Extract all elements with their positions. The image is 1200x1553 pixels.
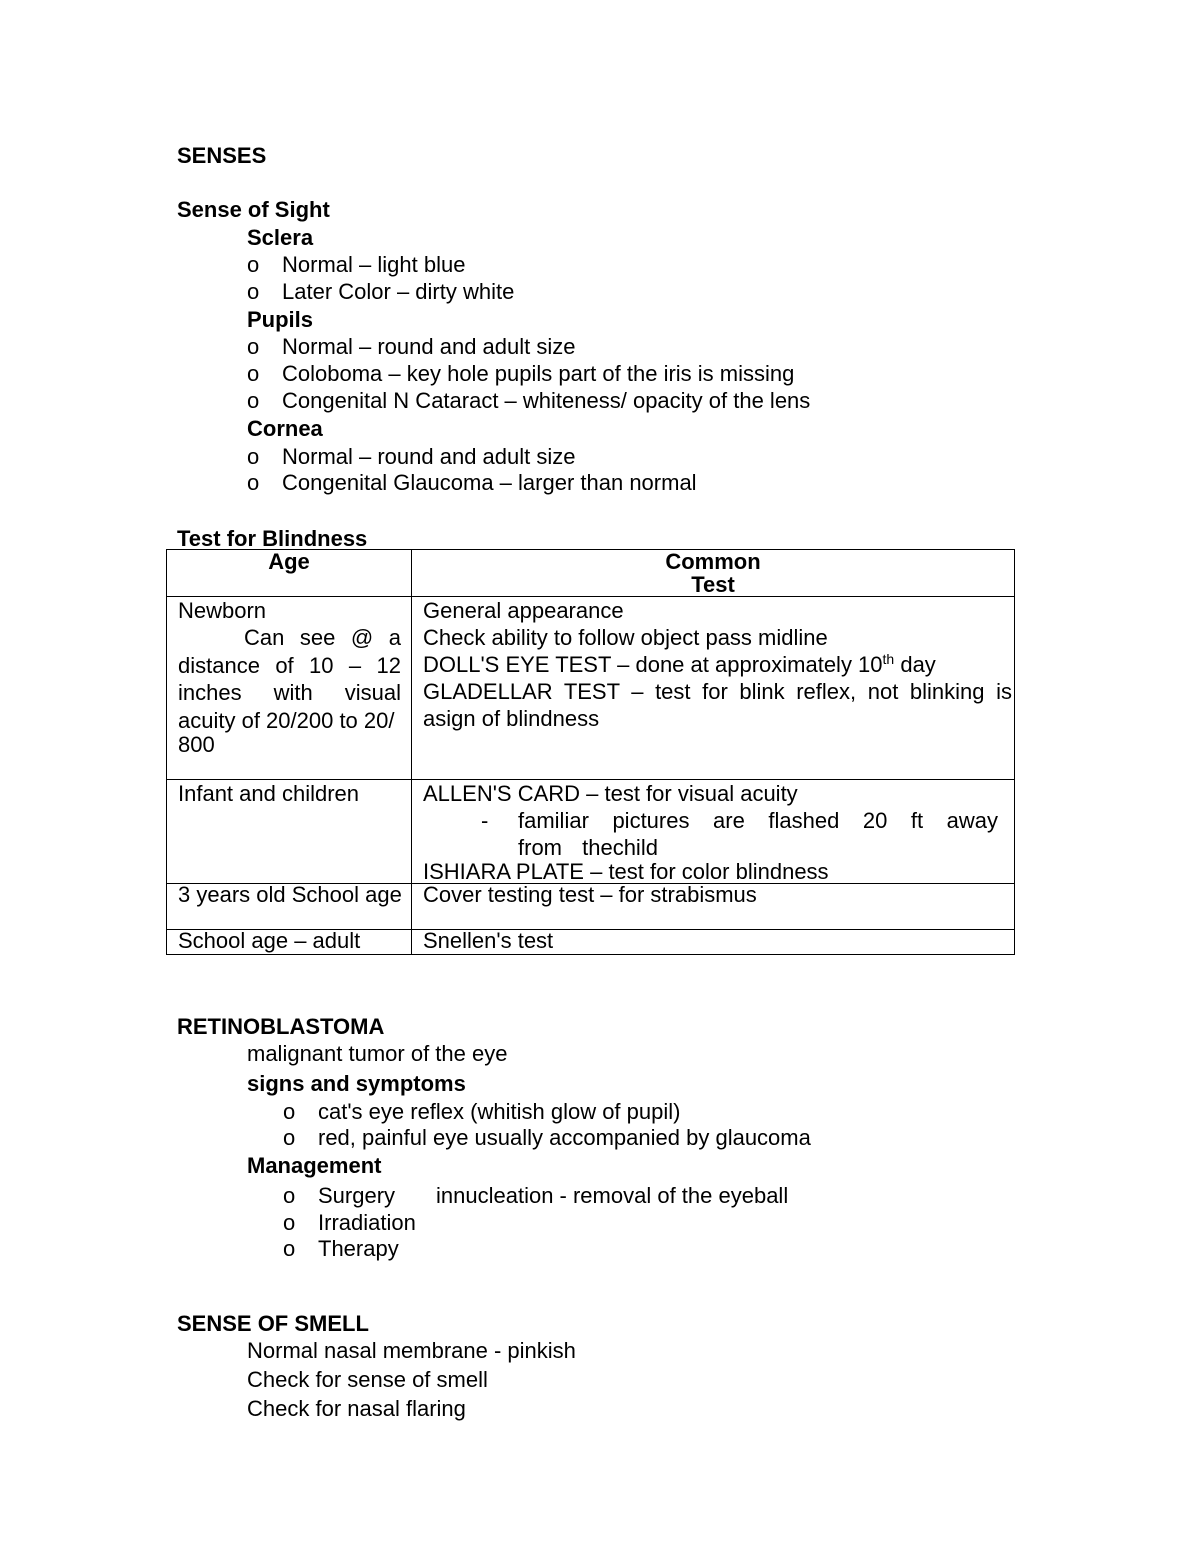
test-cell: General appearance Check ability to follow object pass midline DOLL'S EYE TEST – done at approximately 10th day GLADELLAR TEST – test for blink reflex, not blinking is asign of blindness xyxy=(412,597,1015,780)
management-item: o Irradiation xyxy=(283,1210,416,1235)
signs-item: o cat's eye reflex (whitish glow of pupil) xyxy=(283,1099,681,1124)
bullet-icon: o xyxy=(247,279,260,304)
bullet-icon: o xyxy=(247,334,260,359)
table-header-row xyxy=(167,550,1015,597)
col-header-age: Age xyxy=(167,550,412,597)
smell-line: Normal nasal membrane - pinkish xyxy=(247,1338,576,1363)
test-cell: ALLEN'S CARD – test for visual acuity - familiar pictures are flashed 20 ft away from thechild ISHIARA PLATE – test for color blindness xyxy=(412,780,1015,884)
table-row xyxy=(167,780,1015,884)
smell-heading: SENSE OF SMELL xyxy=(177,1311,369,1336)
bullet-icon: o xyxy=(283,1099,296,1124)
test-cell: Cover testing test – for strabismus xyxy=(412,884,1015,930)
table-row xyxy=(167,930,1015,955)
bullet-icon: o xyxy=(283,1125,296,1150)
bullet-icon: o xyxy=(247,361,260,386)
management-item: o Therapy xyxy=(283,1236,399,1261)
retino-description: malignant tumor of the eye xyxy=(247,1041,508,1066)
age-cell: Infant and children xyxy=(167,780,412,884)
table-row xyxy=(167,597,1015,780)
col-header-test: Common Test xyxy=(412,550,1015,597)
bullet-icon: o xyxy=(247,388,260,413)
sclera-item: o Normal – light blue xyxy=(247,252,466,277)
bullet-icon: o xyxy=(247,444,260,469)
signs-item: o red, painful eye usually accompanied by glaucoma xyxy=(283,1125,811,1150)
blindness-heading: Test for Blindness xyxy=(177,526,368,551)
smell-line: Check for sense of smell xyxy=(247,1367,488,1392)
bullet-icon: o xyxy=(283,1236,296,1261)
age-cell: 3 years old School age xyxy=(167,884,412,930)
cornea-item: o Congenital Glaucoma – larger than normal xyxy=(247,470,697,495)
table-row xyxy=(167,884,1015,930)
retino-heading: RETINOBLASTOMA xyxy=(177,1014,385,1039)
cornea-item: o Normal – round and adult size xyxy=(247,444,576,469)
pupils-label: Pupils xyxy=(247,307,314,332)
management-label: Management xyxy=(247,1153,382,1178)
pupils-item: o Congenital N Cataract – whiteness/ opacity of the lens xyxy=(247,388,811,413)
age-cell: School age – adult xyxy=(167,930,412,955)
management-item: o Surgery xyxy=(283,1183,396,1208)
sclera-label: Sclera xyxy=(247,225,314,250)
smell-line: Check for nasal flaring xyxy=(247,1396,466,1421)
pupils-item: o Coloboma – key hole pupils part of the iris is missing xyxy=(247,361,795,386)
blindness-table xyxy=(166,549,1015,955)
age-cell: Newborn Can see @ a distance of 10 – 12 inches with visual acuity of 20/200 to 20/ 800 xyxy=(167,597,412,780)
bullet-icon: o xyxy=(247,252,260,277)
surgery-detail: innucleation - removal of the eyeball xyxy=(436,1183,789,1208)
test-cell: Snellen's test xyxy=(412,930,1015,955)
dash-icon: - xyxy=(481,808,489,833)
pupils-item: o Normal – round and adult size xyxy=(247,334,576,359)
bullet-icon: o xyxy=(247,470,260,495)
bullet-icon: o xyxy=(283,1210,296,1235)
sight-heading: Sense of Sight xyxy=(177,197,330,222)
sclera-item: o Later Color – dirty white xyxy=(247,279,515,304)
page-title: SENSES xyxy=(177,143,267,168)
cornea-label: Cornea xyxy=(247,416,323,441)
signs-label: signs and symptoms xyxy=(247,1071,466,1096)
bullet-icon: o xyxy=(283,1183,296,1208)
